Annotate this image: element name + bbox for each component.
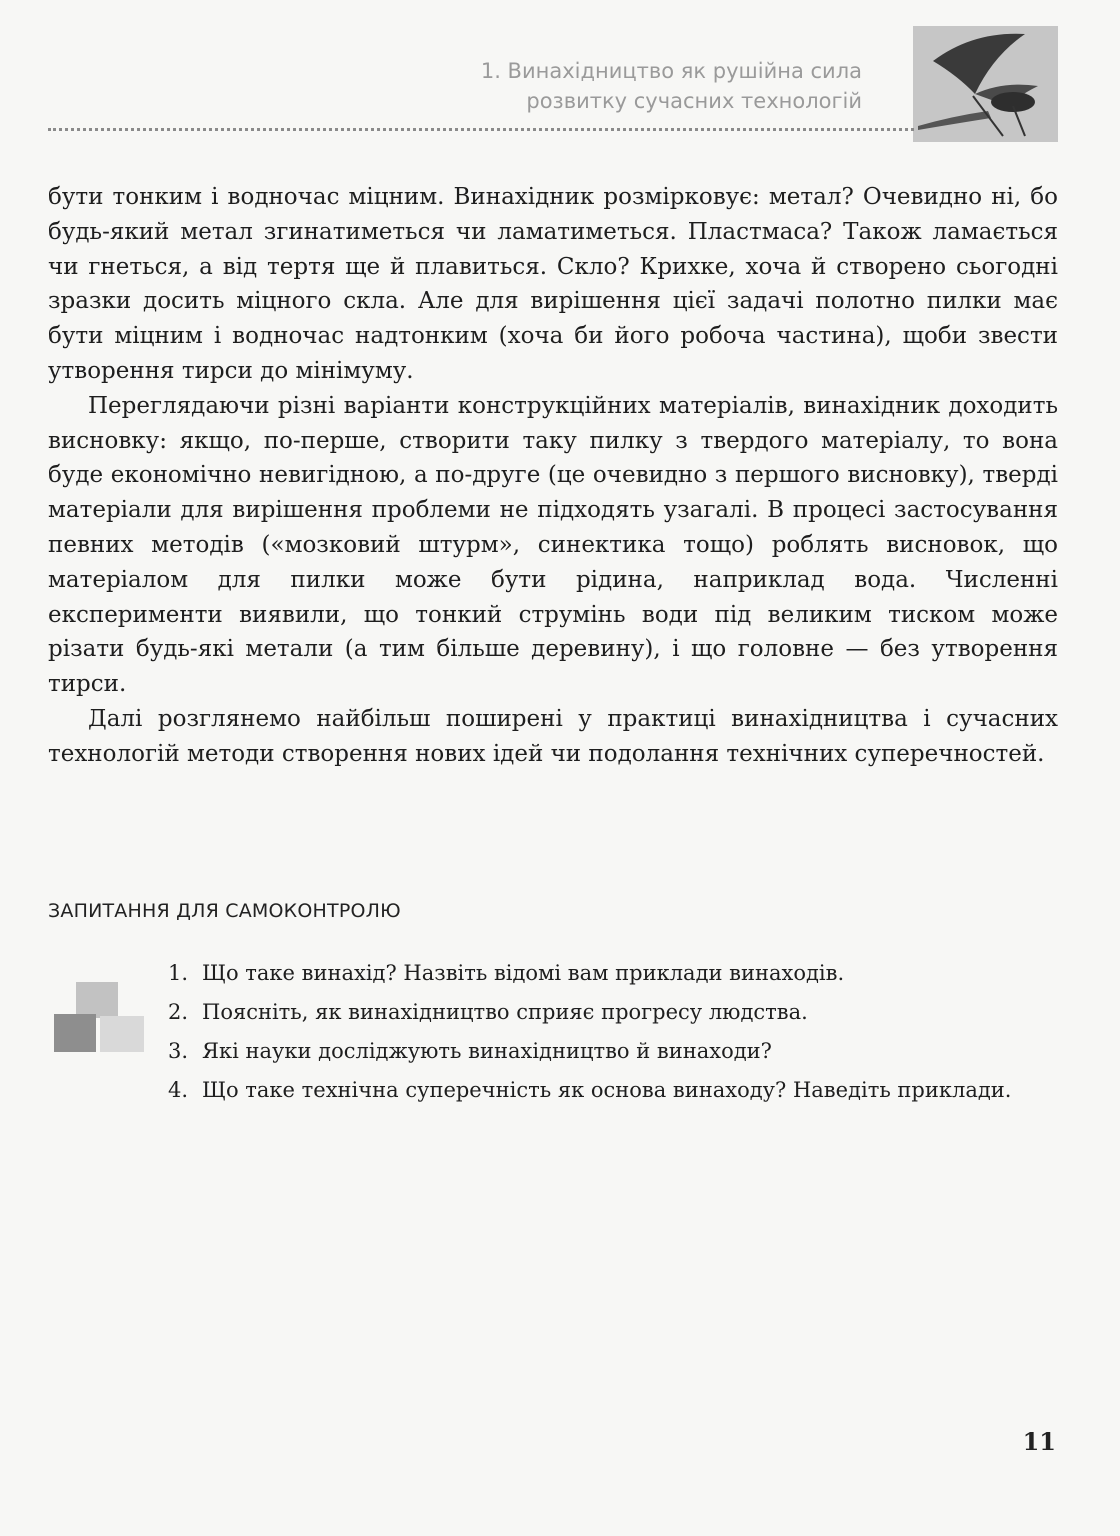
body-text [48,180,1058,772]
question-text: Які науки досліджують винахідництво й винаходи? [202,1039,772,1063]
question-number: 1. [168,961,189,985]
list-item [168,1075,1058,1105]
paragraph: Переглядаючи різні варіанти конструкційних матеріалів, винахідник доходить висновку: якщо, по-перше, створити таку пилку з твердого матеріалу, то вона буде економічно невигідною, а по-друге (це очевидно з першого висновку), тверді матеріали для вирішення проблеми не підходять узагалі. В процесі застосування певних методів («мозковий штурм», синектика тощо) роблять висновок, що матеріалом для пилки може бути рідина, наприклад вода. Численні експерименти виявили, що тонкий струмінь води під великим тиском може різати будь-які метали (а тим більше деревину), і що головне — без утворення тирси. [48,392,1058,698]
question-text: Що таке технічна суперечність як основа винаходу? Наведіть приклади. [202,1078,1012,1102]
cubes-icon [52,980,146,1054]
questions-list [168,958,1058,1114]
running-header-line-1: 1. Винахідництво як рушійна сила [480,59,862,83]
question-number: 3. [168,1039,189,1063]
list-item [168,1036,1058,1066]
question-text: Поясніть, як винахідництво сприяє прогресу людства. [202,1000,808,1024]
paragraph: бути тонким і водночас міцним. Винахідник розмірковує: метал? Очевидно ні, бо будь-який метал згинатиметься чи ламатиметься. Пластмаса? Також ламається чи гнеться, а від тертя ще й плавиться. Скло? Крихке, хоча й створено сьогодні зразки досить міцного скла. Але для вирішення цієї задачі полотно пилки має бути міцним і водночас надтонким (хоча би його робоча частина), щоби звести утворення тирси до мінімуму. [48,184,1058,384]
flying-machine-icon [913,26,1058,142]
header-divider [48,128,914,131]
question-number: 4. [168,1078,189,1102]
page-number: 11 [1022,1427,1056,1456]
question-number: 2. [168,1000,189,1024]
running-header [302,56,862,116]
running-header-line-2: розвитку сучасних технологій [526,89,862,113]
paragraph: Далі розглянемо найбільш поширені у практиці винахідництва і сучасних технологій методи створення нових ідей чи подолання технічних суперечностей. [48,705,1058,767]
list-item [168,997,1058,1027]
list-item [168,958,1058,988]
section-heading: ЗАПИТАННЯ ДЛЯ САМОКОНТРОЛЮ [48,900,401,922]
question-text: Що таке винахід? Назвіть відомі вам приклади винаходів. [202,961,845,985]
